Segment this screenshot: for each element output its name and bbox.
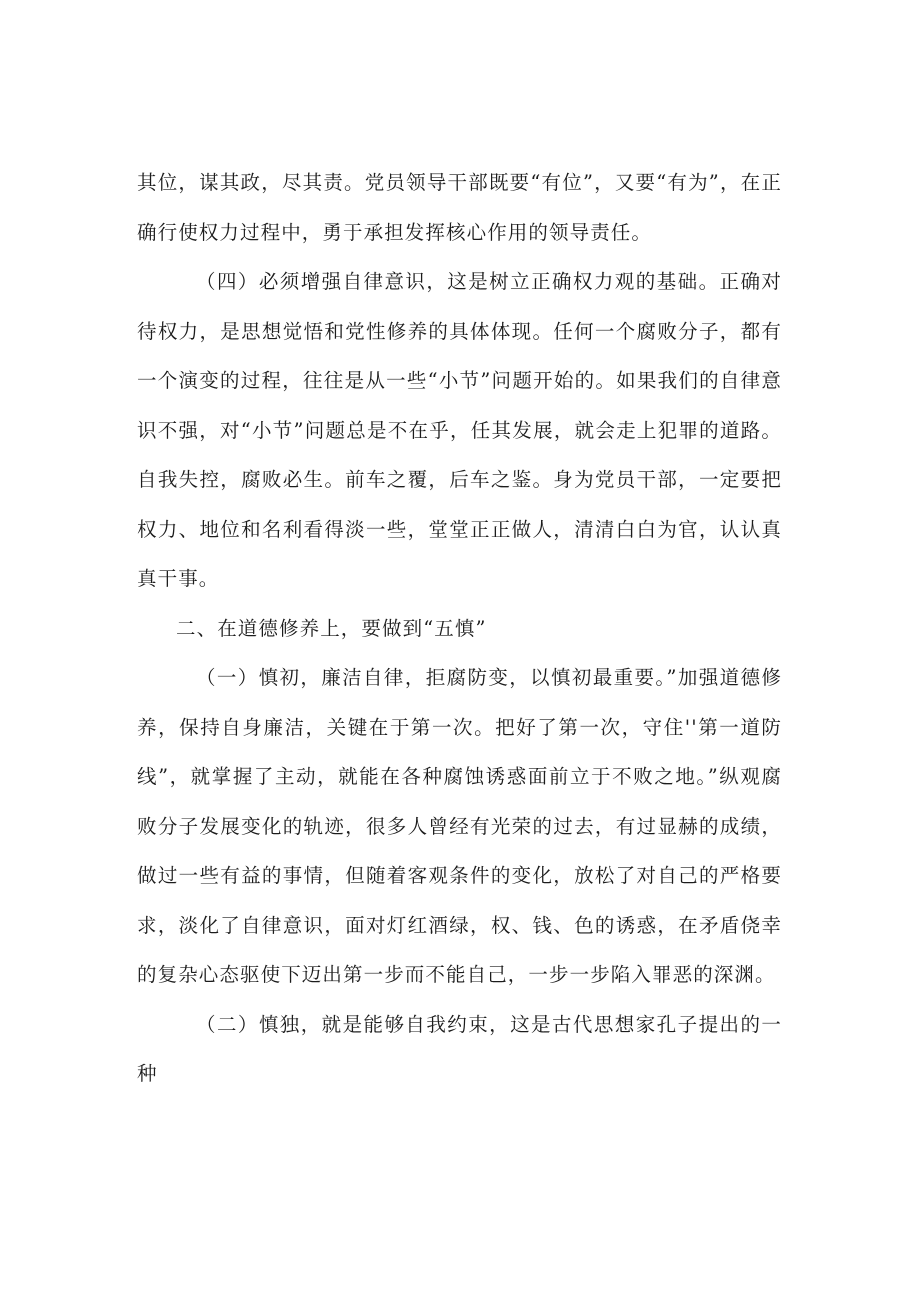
document-body (137, 158, 782, 1099)
paragraph-continued: 其位，谋其政，尽其责。党员领导干部既要“有位”，又要“有为”，在正确行使权力过程中，勇于承担发挥核心作用的领导责任。 (137, 171, 782, 244)
paragraph-caution-beginning: （一）慎初，廉洁自律，拒腐防变，以慎初最重要。”加强道德修养，保持自身廉洁，关键在于第一次。把好了第一次，守住''第一道防线”，就掌握了主动，就能在各种腐蚀诱惑面前立于不败之地。”纵观腐败分子发展变化的轨迹，很多人曾经有光荣的过去，有过显赫的成绩，做过一些有益的事情，但随着客观条件的变化，放松了对自己的严格要求，淡化了自律意识，面对灯红酒绿，权、钱、色的诱惑，在矛盾侥幸的复杂心态驱使下迈出第一步而不能自己，一步一步陷入罪恶的深渊。 (137, 666, 782, 986)
section-heading-five-cautions: 二、在道德修养上，要做到“五慎” (176, 616, 487, 640)
paragraph-self-discipline: （四）必须增强自律意识，这是树立正确权力观的基础。正确对待权力，是思想觉悟和党性修养的具体体现。任何一个腐败分子，都有一个演变的过程，往往是从一些“小节”问题开始的。如果我们的自律意识不强，对“小节”问题总是不在乎，任其发展，就会走上犯罪的道路。自我失控，腐败必生。前车之覆，后车之鉴。身为党员干部，一定要把权力、地位和名利看得淡一些，堂堂正正做人，清清白白为官，认认真真干事。 (137, 270, 782, 590)
paragraph-caution-alone: （二）慎独，就是能够自我约束，这是古代思想家孔子提出的一种 (137, 1012, 782, 1085)
